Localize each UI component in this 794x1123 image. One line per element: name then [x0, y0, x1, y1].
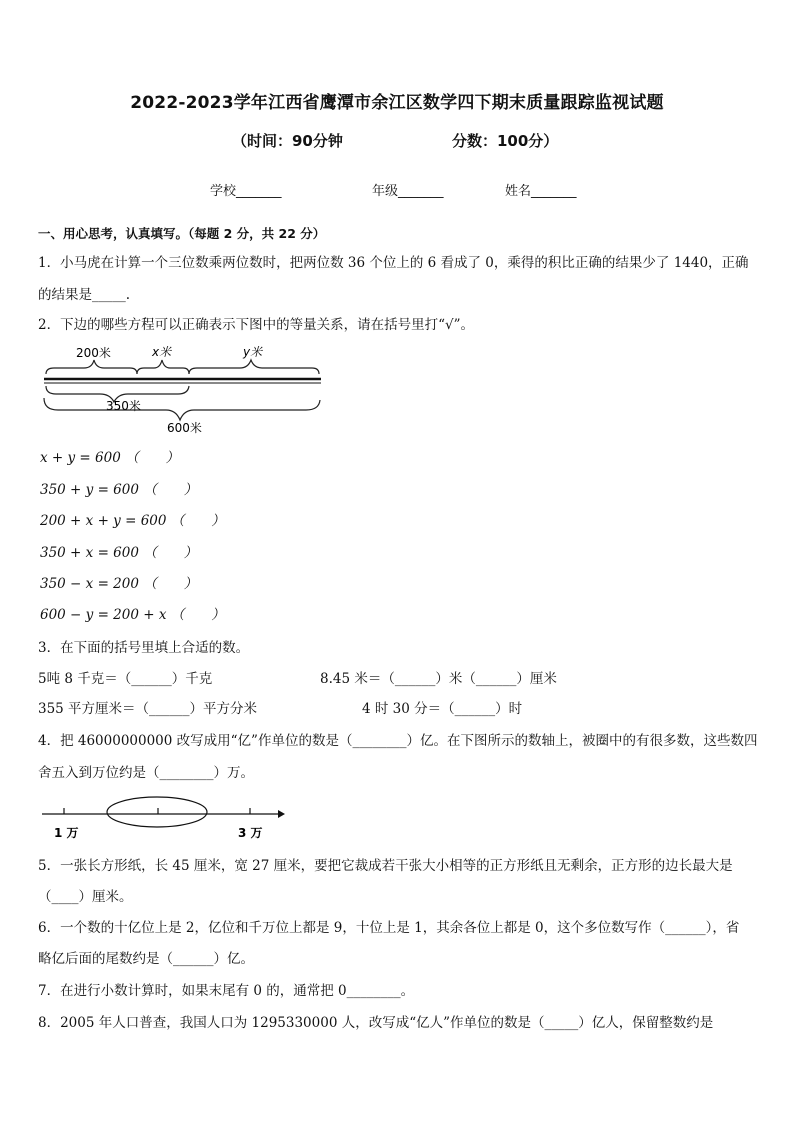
q4-line1: 4．把 46000000000 改写成用“亿”作单位的数是（________）亿。在下图所示的数轴上，被圈中的有很多数，这些数四 — [38, 733, 758, 749]
q6-line1: 6．一个数的十亿位上是 2，亿位和千万位上都是 9，十位上是 1，其余各位上都是 0，这个多位数写作（______），省 — [38, 920, 740, 936]
axis-left-label: 1 万 — [54, 826, 79, 840]
q4-number-line — [40, 793, 290, 841]
label-y: y米 — [243, 345, 263, 359]
q8-line1: 8．2005 年人口普查，我国人口为 1295330000 人，改写成“亿人”作单位的数是（_____）亿人，保留整数约是 — [38, 1015, 714, 1031]
q1-line1: 1．小马虎在计算一个三位数乘两位数时，把两位数 36 个位上的 6 看成了 0，乘得的积比正确的结果少了 1440，正确 — [38, 255, 749, 271]
axis-right-label: 3 万 — [238, 826, 263, 840]
exam-title: 2022-2023学年江西省鹰潭市余江区数学四下期末质量跟踪监视试题 — [130, 93, 664, 113]
q2-equation-6: 600 − y = 200 + x （ ） — [40, 607, 225, 623]
grade-field: 年级_______ — [372, 184, 444, 199]
q3-text: 3．在下面的括号里填上合适的数。 — [38, 640, 250, 656]
exam-score: 分数：100分） — [452, 132, 559, 150]
q2-equation-3: 200 + x + y = 600 （ ） — [40, 513, 225, 529]
q3-row1-right: 8.45 米＝（______）米（______）厘米 — [320, 671, 557, 687]
q1-line2: 的结果是_____. — [38, 287, 131, 303]
q7-line1: 7．在进行小数计算时，如果末尾有 0 的，通常把 0________。 — [38, 983, 415, 999]
label-x: x米 — [152, 345, 172, 359]
name-field: 姓名_______ — [505, 184, 577, 199]
q2-text: 2．下边的哪些方程可以正确表示下图中的等量关系，请在括号里打“√”。 — [38, 317, 474, 333]
label-200: 200米 — [76, 346, 111, 360]
school-field: 学校_______ — [210, 184, 282, 199]
label-350: 350米 — [106, 399, 141, 413]
exam-time: （时间：90分钟 — [232, 132, 343, 150]
q3-row1-left: 5吨 8 千克＝（______）千克 — [38, 671, 213, 687]
q5-line2: （____）厘米。 — [38, 889, 133, 905]
q2-equation-2: 350 + y = 600 （ ） — [40, 482, 198, 498]
section-1-heading: 一、用心思考，认真填写。（每题 2 分，共 22 分） — [38, 226, 326, 241]
q2-equation-1: x + y = 600 （ ） — [40, 450, 180, 466]
q6-line2: 略亿后面的尾数约是（______）亿。 — [38, 951, 254, 967]
q2-equation-5: 350 − x = 200 （ ） — [40, 576, 198, 592]
q3-row2-right: 4 时 30 分＝（______）时 — [362, 701, 523, 717]
label-600: 600米 — [167, 421, 202, 435]
q2-segment-diagram — [40, 340, 325, 440]
q5-line1: 5．一张长方形纸，长 45 厘米，宽 27 厘米，要把它裁成若干张大小相等的正方形纸且无剩余，正方形的边长最大是 — [38, 858, 733, 874]
q3-row2-left: 355 平方厘米＝（______）平方分米 — [38, 701, 258, 717]
q4-line2: 舍五入到万位约是（________）万。 — [38, 765, 254, 781]
q2-equation-4: 350 + x = 600 （ ） — [40, 545, 198, 561]
